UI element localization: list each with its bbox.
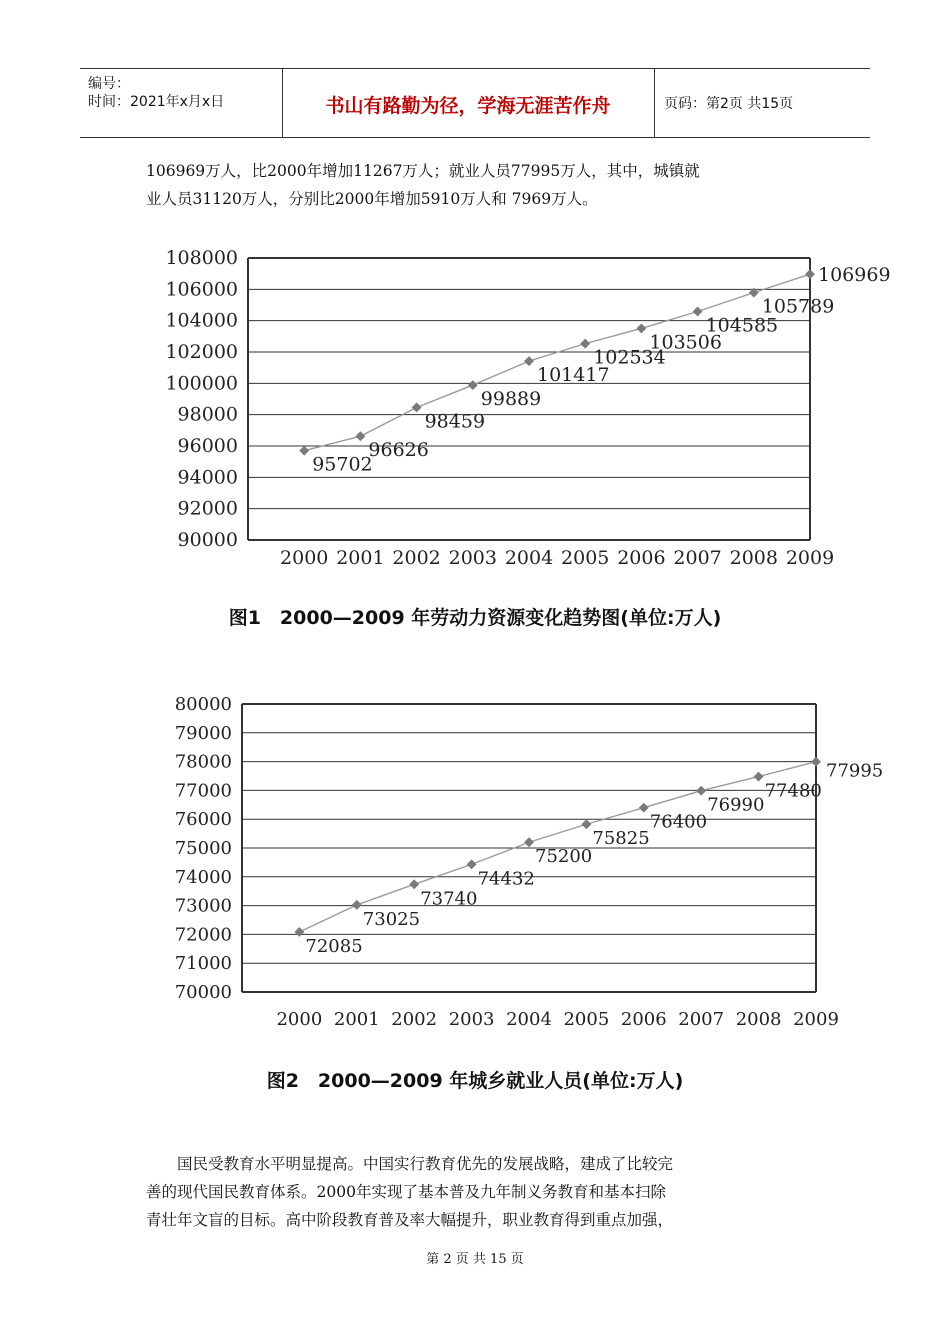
y-tick-label: 96000 (177, 435, 238, 457)
body-line: 青壮年文盲的目标。高中阶段教育普及率大幅提升，职业教育得到重点加强， (146, 1211, 674, 1229)
data-point-marker (693, 307, 703, 317)
x-tick-label: 2005 (561, 547, 610, 569)
intro-line: 106969万人，比2000年增加11267万人；就业人员77995万人，其中，城镇就 (146, 162, 700, 180)
y-tick-label: 72000 (174, 924, 232, 946)
y-tick-label: 73000 (174, 895, 232, 917)
data-label: 102534 (593, 346, 666, 369)
data-point-marker (299, 446, 309, 456)
data-label: 73025 (362, 908, 421, 930)
data-label: 76400 (649, 811, 708, 833)
header-page-number: 页码：第2页 共15页 (664, 96, 794, 112)
y-tick-label: 108000 (165, 247, 238, 269)
y-tick-label: 78000 (174, 751, 232, 773)
page-footer: 第 2 页 共 15 页 (426, 1252, 524, 1267)
data-label: 104585 (705, 314, 779, 337)
x-tick-label: 2000 (280, 547, 329, 569)
x-tick-label: 2009 (785, 547, 835, 569)
x-tick-label: 2007 (678, 1009, 725, 1030)
x-tick-label: 2000 (276, 1009, 323, 1030)
x-tick-label: 2007 (673, 547, 722, 569)
data-label: 103506 (649, 331, 722, 354)
x-tick-label: 2002 (392, 547, 441, 569)
data-label: 96626 (368, 439, 429, 462)
data-label: 105789 (761, 295, 835, 318)
data-point-marker (468, 380, 478, 390)
body-line: 国民受教育水平明显提高。中国实行教育优先的发展战略，建成了比较完 (146, 1155, 674, 1173)
data-point-marker (409, 879, 419, 889)
data-label: 77995 (826, 760, 884, 782)
data-label: 77480 (764, 780, 822, 802)
document-date-label: 时间：2021年x月x日 (88, 94, 225, 110)
x-tick-label: 2008 (735, 1009, 782, 1030)
data-point-marker (754, 772, 764, 782)
data-label: 73740 (420, 888, 478, 910)
data-label: 72085 (305, 935, 363, 957)
chart-1-caption: 图1 2000—2009 年劳动力资源变化趋势图(单位:万人) (228, 607, 722, 629)
data-point-marker (805, 269, 815, 279)
body-line: 善的现代国民教育体系。2000年实现了基本普及九年制义务教育和基本扫除 (146, 1183, 666, 1201)
y-tick-label: 100000 (165, 372, 238, 395)
data-label: 74432 (477, 868, 535, 890)
data-point-marker (696, 786, 706, 796)
x-tick-label: 2008 (729, 547, 778, 569)
header-motto-cell (282, 69, 655, 137)
y-tick-label: 76000 (174, 809, 232, 831)
data-point-marker (581, 819, 591, 829)
data-label: 106969 (818, 264, 891, 287)
x-tick-label: 2004 (506, 1009, 552, 1030)
x-tick-label: 2006 (617, 547, 666, 569)
data-label: 76990 (707, 794, 765, 816)
series-line (304, 274, 810, 451)
x-tick-label: 2003 (448, 547, 497, 569)
chart-labor-resources (150, 244, 891, 588)
y-tick-label: 79000 (174, 722, 232, 744)
data-point-marker (412, 403, 422, 413)
x-tick-label: 2001 (333, 1009, 380, 1030)
y-tick-label: 90000 (177, 529, 238, 551)
data-point-marker (580, 339, 590, 349)
data-point-marker (352, 900, 362, 910)
x-tick-label: 2002 (391, 1009, 438, 1030)
y-tick-label: 104000 (165, 309, 238, 332)
y-tick-label: 74000 (174, 866, 232, 888)
header-page-cell (654, 69, 870, 137)
y-tick-label: 98000 (177, 403, 238, 426)
data-label: 98459 (424, 410, 486, 433)
x-tick-label: 2003 (448, 1009, 495, 1030)
y-tick-label: 106000 (165, 278, 238, 301)
data-point-marker (524, 356, 534, 366)
document-number-label: 编号： (88, 76, 130, 92)
x-tick-label: 2005 (563, 1009, 610, 1030)
intro-paragraph (146, 157, 806, 213)
y-tick-label: 102000 (165, 341, 238, 363)
page-header (80, 68, 870, 138)
data-point-marker (636, 323, 646, 333)
data-label: 95702 (312, 453, 373, 476)
data-label: 99889 (480, 388, 542, 411)
y-tick-label: 94000 (177, 466, 238, 489)
chart-labor-resources-svg (150, 244, 891, 584)
data-point-marker (811, 757, 821, 767)
y-tick-label: 92000 (177, 497, 238, 520)
y-tick-label: 75000 (174, 838, 232, 859)
data-label: 75200 (535, 846, 593, 868)
header-motto: 书山有路勤为径，学海无涯苦作舟 (325, 95, 611, 117)
data-point-marker (524, 837, 534, 847)
x-tick-label: 2001 (336, 547, 385, 569)
y-tick-label: 70000 (174, 982, 232, 1003)
data-point-marker (467, 859, 477, 869)
data-label: 75825 (592, 828, 650, 850)
x-tick-label: 2009 (793, 1009, 839, 1030)
data-point-marker (639, 803, 649, 813)
header-info-cell (80, 69, 283, 137)
chart-employment-svg (150, 684, 884, 1034)
chart-employment (150, 684, 884, 1038)
data-label: 101417 (537, 364, 610, 387)
body-paragraph (146, 1150, 806, 1234)
y-tick-label: 80000 (174, 694, 232, 715)
intro-line: 业人员31120万人，分别比2000年增加5910万人和 7969万人。 (146, 190, 598, 208)
x-tick-label: 2004 (504, 547, 554, 569)
chart-2-caption: 图2 2000—2009 年城乡就业人员(单位:万人) (266, 1070, 684, 1092)
x-tick-label: 2006 (620, 1009, 667, 1030)
y-tick-label: 77000 (174, 780, 232, 802)
data-point-marker (294, 927, 304, 937)
data-point-marker (355, 431, 365, 441)
y-tick-label: 71000 (174, 953, 232, 975)
